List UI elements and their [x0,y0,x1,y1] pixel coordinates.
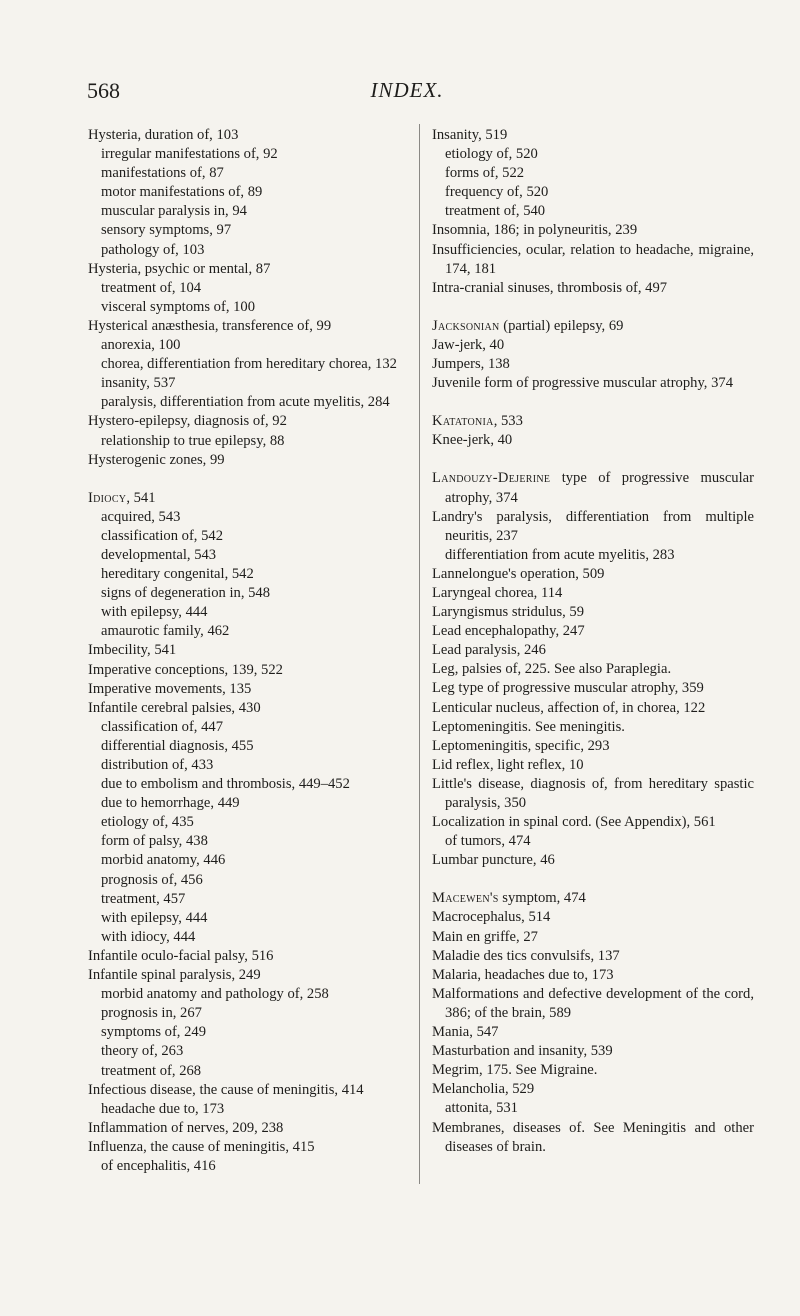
index-subentry: due to hemorrhage, 449 [101,795,240,812]
index-subentry: frequency of, 520 [445,184,549,201]
index-entry: Hysterical anæsthesia, transference of, 99 [88,317,332,334]
index-subentry: treatment, 457 [101,890,186,907]
index-entry: Masturbation and insanity, 539 [432,1043,613,1060]
index-entry: Hysteria, duration of, 103 [88,127,239,143]
index-entry: Lead encephalopathy, 247 [432,623,585,640]
index-subentry: classification of, 542 [101,527,223,544]
index-entry: Jaw-jerk, 40 [432,336,505,353]
entry-lead-word: Jacksonian [432,317,500,334]
index-subentry: classification of, 447 [101,718,223,735]
index-subentry: with epilepsy, 444 [101,604,208,621]
entry-rest: , 533 [493,413,523,430]
index-subentry: attonita, 531 [445,1100,518,1117]
index-subentry: symptoms of, 249 [101,1024,206,1041]
column-divider [419,124,420,1184]
index-entry [432,412,754,431]
index-subentry: differentiation from acute myelitis, 283 [445,546,675,563]
index-entry: Infectious disease, the cause of meningitis, 414 [88,1081,364,1098]
index-subentry: with epilepsy, 444 [101,909,208,926]
index-entry: Leptomeningitis. See meningitis. [432,718,625,735]
entry-lead-word: Landouzy-Dejerine [432,470,551,487]
index-subentry: of encephalitis, 416 [101,1157,216,1174]
index-subentry: pathology of, 103 [101,241,205,258]
index-subentry: signs of degeneration in, 548 [101,585,271,602]
entry-rest: symptom, 474 [498,890,586,907]
index-subentry: muscular paralysis in, 94 [101,203,247,220]
index-entry: Macrocephalus, 514 [432,909,551,926]
index-subentry: treatment of, 104 [101,279,202,296]
index-entry: Malaria, headaches due to, 173 [432,966,614,983]
page-header [87,78,727,108]
index-subentry: etiology of, 520 [445,146,538,163]
index-subentry: acquired, 543 [101,508,181,525]
index-subentry: prognosis of, 456 [101,871,203,888]
index-subentry: due to embolism and thrombosis, 449–452 [101,776,350,793]
index-subentry: irregular manifestations of, 92 [101,146,278,163]
index-entry: Juvenile form of progressive muscular atrophy, 374 [432,375,733,392]
index-subentry: paralysis, differentiation from acute myelitis, 284 [101,394,390,411]
index-entry: Hystero-epilepsy, diagnosis of, 92 [88,413,287,430]
index-entry: Leg type of progressive muscular atrophy, 359 [432,680,704,697]
index-entry: Imperative conceptions, 139, 522 [88,661,283,678]
index-entry: Imperative movements, 135 [88,680,252,697]
index-entry: Infantile spinal paralysis, 249 [88,967,261,984]
index-subentry: form of palsy, 438 [101,833,208,850]
index-entry: Localization in spinal cord. (See Appendix), 561 [432,814,716,831]
index-entry: Jumpers, 138 [432,356,510,373]
index-subentry: morbid anatomy and pathology of, 258 [101,986,329,1003]
index-entry: Hysteria, psychic or mental, 87 [88,260,271,277]
index-subentry: sensory symptoms, 97 [101,222,232,239]
index-subentry: distribution of, 433 [101,757,214,773]
index-entry: Lenticular nucleus, affection of, in chorea, 122 [432,699,706,716]
index-entry: Infantile cerebral palsies, 430 [88,699,261,716]
index-entry: Inflammation of nerves, 209, 238 [88,1119,284,1136]
index-subentry: theory of, 263 [101,1043,184,1060]
index-subentry: of tumors, 474 [445,833,531,850]
entry-rest: type of progressive muscular atrophy, 374 [445,470,754,506]
index-entry: Lid reflex, light reflex, 10 [432,756,584,773]
entry-lead-word: Idiocy [88,489,127,506]
index-subentry: etiology of, 435 [101,814,194,831]
index-subentry: insanity, 537 [101,375,176,392]
index-entry: Main en griffe, 27 [432,928,538,945]
running-title: INDEX. [370,78,444,102]
index-subentry: manifestations of, 87 [101,165,224,182]
index-entry: Maladie des tics convulsifs, 137 [432,947,620,964]
index-subentry: anorexia, 100 [101,337,181,354]
index-subentry: hereditary congenital, 542 [101,566,254,583]
index-entry: Infantile oculo-facial palsy, 516 [88,947,274,964]
page-number: 568 [87,78,120,103]
index-subentry: treatment of, 540 [445,203,546,220]
index-entry: Hysterogenic zones, 99 [88,451,225,468]
index-subentry: treatment of, 268 [101,1062,202,1079]
index-entry: Megrim, 175. See Migraine. [432,1062,598,1079]
index-subentry: morbid anatomy, 446 [101,852,226,869]
index-subentry: chorea, differentiation from hereditary chorea, 132 [101,356,397,373]
index-subentry: differential diagnosis, 455 [101,737,254,754]
index-entry: Malformations and defective development of the cord, 386; of the brain, 589 [432,985,754,1021]
index-entry [432,889,754,908]
index-subentry: developmental, 543 [101,546,217,563]
index-subentry: amaurotic family, 462 [101,623,230,640]
index-entry: Insanity, 519 [432,127,508,143]
index-subentry: relationship to true epilepsy, 88 [101,432,285,449]
index-subentry: headache due to, 173 [101,1100,225,1117]
index-entry: Membranes, diseases of. See Meningitis and other diseases of brain. [432,1119,754,1155]
index-entry: Laryngismus stridulus, 59 [432,604,585,621]
index-subentry: with idiocy, 444 [101,928,196,945]
index-entry: Leg, palsies of, 225. See also Paraplegia. [432,661,672,678]
index-column-left [88,126,410,1176]
index-entry: Influenza, the cause of meningitis, 415 [88,1138,315,1155]
index-entry: Melancholia, 529 [432,1081,535,1098]
index-column-right [432,126,754,1157]
index-entry: Laryngeal chorea, 114 [432,584,563,601]
index-entry: Landry's paralysis, differentiation from multiple neuritis, 237 [432,508,754,544]
entry-lead-word: Katatonia [432,413,494,430]
index-entry: Little's disease, diagnosis of, from hereditary spastic paralysis, 350 [432,775,754,811]
index-entry [432,317,754,336]
index-entry [88,489,410,508]
index-entry: Intra-cranial sinuses, thrombosis of, 497 [432,279,668,296]
index-entry: Leptomeningitis, specific, 293 [432,737,610,754]
index-subentry: motor manifestations of, 89 [101,184,263,201]
entry-rest: (partial) epilepsy, 69 [499,317,624,334]
index-entry: Knee-jerk, 40 [432,432,513,449]
index-entry: Lannelongue's operation, 509 [432,565,605,582]
index-entry: Insomnia, 186; in polyneuritis, 239 [432,222,638,239]
index-entry: Insufficiencies, ocular, relation to headache, migraine, 174, 181 [432,241,754,277]
index-entry: Mania, 547 [432,1024,499,1041]
index-entry [432,469,754,507]
index-subentry: prognosis in, 267 [101,1005,202,1022]
entry-lead-word: Macewen's [432,890,499,907]
index-entry: Lumbar puncture, 46 [432,852,555,869]
index-entry: Imbecility, 541 [88,642,177,659]
index-subentry: visceral symptoms of, 100 [101,298,256,315]
index-subentry: forms of, 522 [445,165,525,182]
index-entry: Lead paralysis, 246 [432,642,546,659]
entry-rest: , 541 [126,489,156,506]
